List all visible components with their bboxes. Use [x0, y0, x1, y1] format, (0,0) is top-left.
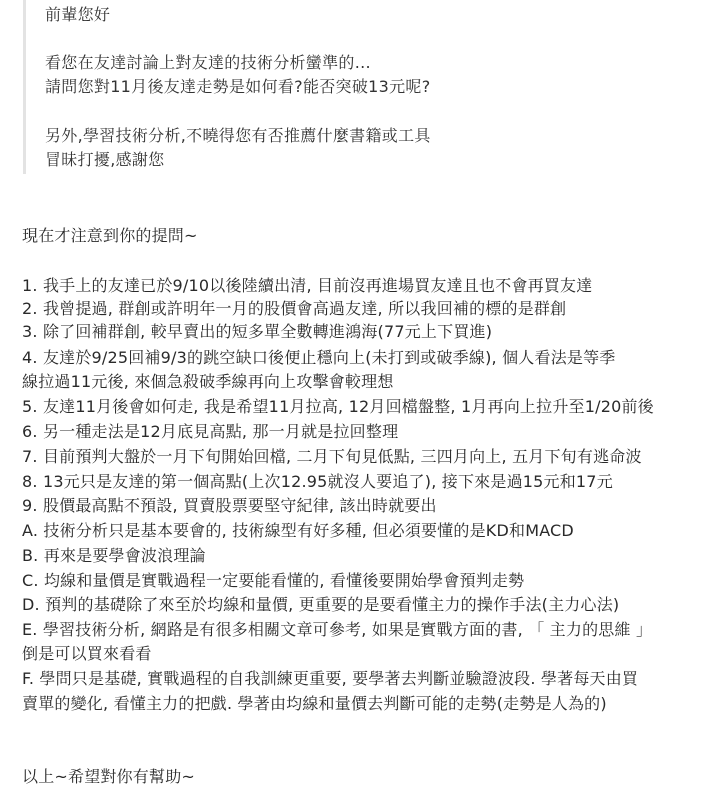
quote-line: 看您在友達討論上對友達的技術分析蠻準的...: [45, 53, 371, 72]
reply-item-d: D. 預判的基礎除了來至於均線和量價, 更重要的是要看懂主力的操作手法(主力心法): [22, 595, 620, 614]
reply-item-4-cont: 線拉過11元後, 來個急殺破季線再向上攻擊會較理想: [22, 372, 394, 391]
reply-intro: 現在才注意到你的提問~: [22, 226, 198, 245]
reply-item-f: F. 學問只是基礎, 實戰過程的自我訓練更重要, 要學著去判斷並驗證波段. 學著每天由買: [22, 669, 639, 688]
reply-item-e-cont: 倒是可以買來看看: [22, 644, 152, 663]
reply-item-f-cont: 賣單的變化, 看懂主力的把戲. 學著由均線和量價去判斷可能的走勢(走勢是人為的): [22, 694, 607, 713]
reply-item-b: B. 再來是要學會波浪理論: [22, 546, 206, 565]
quoted-message: [23, 0, 623, 174]
reply-item-8: 8. 13元只是友達的第一個高點(上次12.95就沒人要追了), 接下來是過15元和17元: [22, 472, 613, 491]
reply-item-c: C. 均線和量價是實戰過程一定要能看懂的, 看懂後要開始學會預判走勢: [22, 571, 525, 590]
reply-item-6: 6. 另一種走法是12月底見高點, 那一月就是拉回整理: [22, 422, 399, 441]
reply-closing: 以上~希望對你有幫助~: [22, 767, 196, 786]
reply-item-2: 2. 我曾提過, 群創或許明年一月的股價會高過友達, 所以我回補的標的是群創: [22, 299, 567, 318]
reply-item-5: 5. 友達11月後會如何走, 我是希望11月拉高, 12月回檔盤整, 1月再向上拉升至1/20前後: [22, 397, 654, 416]
reply-item-4: 4. 友達於9/25回補9/3的跳空缺口後便止穩向上(未打到或破季線), 個人看法是等季: [22, 348, 616, 367]
quote-line: 請問您對11月後友達走勢是如何看?能否突破13元呢?: [45, 77, 431, 96]
reply-item-3: 3. 除了回補群創, 較早賣出的短多單全數轉進鴻海(77元上下買進): [22, 322, 493, 341]
quote-line: 另外,學習技術分析,不曉得您有否推薦什麼書籍或工具: [45, 126, 431, 145]
reply-item-e: E. 學習技術分析, 網路是有很多相關文章可參考, 如果是實戰方面的書, 「 主力的思維 」: [22, 620, 653, 639]
reply-item-7: 7. 目前預判大盤於一月下旬開始回檔, 二月下旬見低點, 三四月向上, 五月下旬有逃命波: [22, 447, 642, 466]
quote-signoff: 冒昧打擾,感謝您: [45, 150, 165, 169]
reply-item-1: 1. 我手上的友達已於9/10以後陸續出清, 目前沒再進場買友達且也不會再買友達: [22, 276, 593, 295]
reply-item-a: A. 技術分析只是基本要會的, 技術線型有好多種, 但必須要懂的是KD和MACD: [22, 521, 574, 540]
reply-item-9: 9. 股價最高點不預設, 買賣股票要堅守紀律, 該出時就要出: [22, 496, 437, 515]
quote-greeting: 前輩您好: [45, 5, 111, 24]
